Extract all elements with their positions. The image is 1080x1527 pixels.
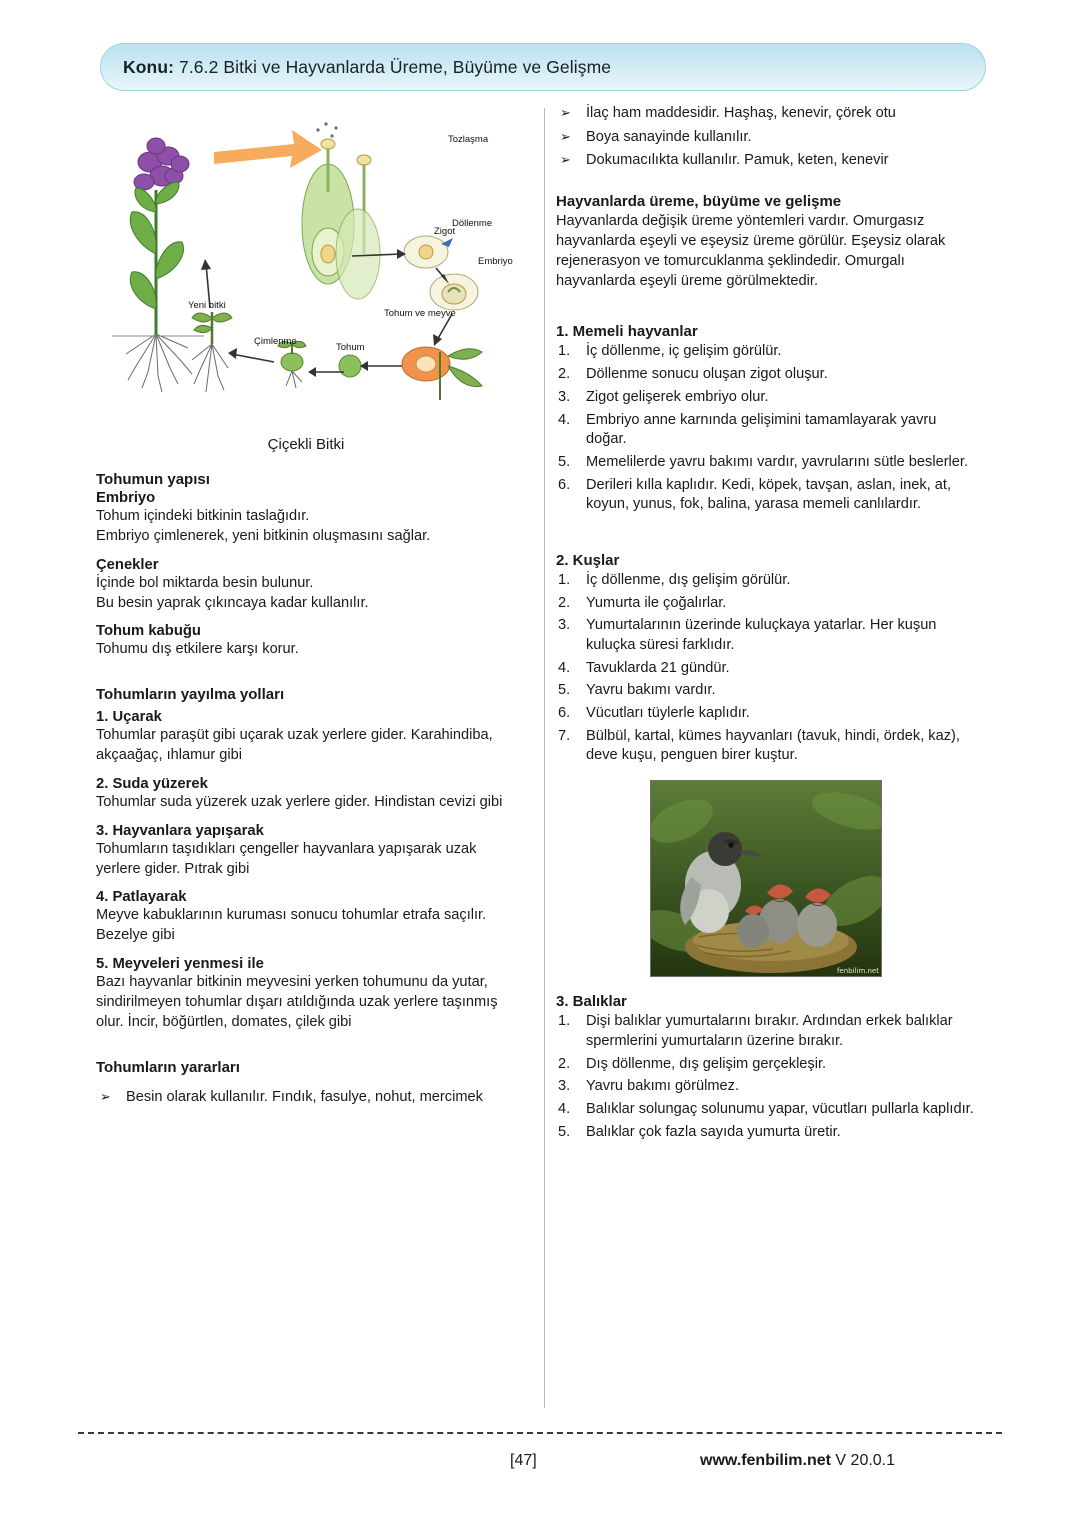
text-embriyo-1: Tohum içindeki bitkinin taslağıdır. — [96, 508, 310, 524]
list-item: Yavru bakımı görülmez. — [586, 1078, 740, 1095]
label-yeni-bitki: Yeni bitki — [188, 300, 226, 311]
fish-list — [556, 1012, 976, 1142]
topic-label: Konu: — [123, 56, 175, 77]
label-cimlenme: Çimlenme — [254, 336, 297, 347]
embryo-drawing — [430, 274, 478, 310]
list-item: Memelilerde yavru bakımı vardır, yavrularını sütle beslerler. — [586, 453, 969, 470]
plant-cycle-diagram — [96, 104, 516, 434]
page-title — [123, 57, 611, 78]
heading-mammals: 1. Memeli hayvanlar — [556, 323, 698, 341]
list-item: Yumurta ile çoğalırlar. — [586, 594, 727, 611]
orange-arrow — [214, 130, 322, 168]
text-hayvanlara-yapisarak: Tohumların taşıdıkları çengeller hayvanlara yapışarak uzak yerlere gider. Pıtrak gibi — [96, 840, 477, 877]
heading-seed-structure: Tohumun yapısı — [96, 471, 210, 488]
zygote-drawing — [404, 236, 453, 268]
label-tozlasma: Tozlaşma — [448, 134, 489, 145]
subheading-hayvanlara-yapisarak: 3. Hayvanlara yapışarak — [96, 822, 264, 839]
version-label: V 20.0.1 — [835, 1452, 896, 1469]
mammals-list — [556, 342, 976, 515]
topic-header — [100, 43, 986, 91]
bird-photo-illustration — [651, 781, 881, 976]
label-zigot: Zigot — [434, 226, 456, 237]
text-cenekler-2: Bu besin yaprak çıkıncaya kadar kullanılır. — [96, 594, 369, 611]
label-embriyo: Embriyo — [478, 256, 513, 267]
seed-drawing — [339, 355, 361, 377]
list-item: İç döllenme, iç gelişim görülür. — [586, 343, 782, 360]
fruit-seed-drawing — [402, 347, 482, 400]
benefits-list-left — [96, 1088, 516, 1108]
text-meyveleri-yenmesi: Bazı hayvanlar bitkinin meyvesini yerken tohumunu da yutar, sindirilmeyen tohumlar dışarı atıldığında uzak yerlere taşınmış olur. İncir, böğürtlen, domates, çilek gibi — [96, 974, 498, 1030]
subheading-ucarak: 1. Uçarak — [96, 709, 162, 726]
label-tohum-ve-meyve: Tohum ve meyve — [384, 308, 456, 319]
page-footer — [0, 1452, 1080, 1492]
heading-animals: Hayvanlarda üreme, büyüme ve gelişme — [556, 193, 842, 211]
list-item: Yumurtalarının üzerinde kuluçkaya yatarlar. Her kuşun kuluçka süresi farklıdır. — [586, 617, 937, 653]
right-column — [556, 104, 976, 1145]
text-ucarak: Tohumlar paraşüt gibi uçarak uzak yerlere gider. Karahindiba, akçaağaç, ıhlamur gibi — [96, 727, 493, 764]
topic-title: 7.6.2 Bitki ve Hayvanlarda Üreme, Büyüme ve Gelişme — [179, 56, 612, 77]
benefits-list-right — [556, 104, 976, 171]
list-item: Vücutları tüylerle kaplıdır. — [586, 705, 750, 722]
left-column — [96, 104, 516, 1111]
list-item: Derileri kılla kaplıdır. Kedi, köpek, tavşan, aslan, inek, at, koyun, yunus, fok, balina, yarasa memeli canlılardır. — [586, 476, 952, 513]
birds-list — [556, 571, 976, 766]
footer-site — [700, 1452, 895, 1470]
list-item: Döllenme sonucu oluşan zigot oluşur. — [586, 366, 828, 383]
list-item: Bülbül, kartal, kümes hayvanları (tavuk, hindi, ördek, kaz), deve kuşu, penguen birer kuştur. — [586, 727, 960, 764]
text-suda-yuzerek: Tohumlar suda yüzerek uzak yerlere gider. Hindistan cevizi gibi — [96, 793, 503, 810]
label-dollenme: Döllenme — [452, 218, 493, 229]
text-cenekler-1: İçinde bol miktarda besin bulunur. — [96, 574, 314, 591]
page-number: [47] — [510, 1452, 537, 1469]
bird-feeding-photo — [650, 780, 882, 977]
list-item: Yavru bakımı vardır. — [586, 682, 716, 699]
subheading-patlayarak: 4. Patlayarak — [96, 889, 187, 906]
list-item: Dişi balıklar yumurtalarını bırakır. Ardından erkek balıklar spermlerini yumurtaların üzerine bırakır. — [586, 1013, 953, 1049]
heading-fish: 3. Balıklar — [556, 993, 627, 1011]
list-item: Zigot gelişerek embriyo olur. — [586, 388, 769, 405]
text-patlayarak: Meyve kabuklarının kuruması sonucu tohumlar etrafa saçılır. Bezelye gibi — [96, 907, 487, 944]
figure-caption: Çiçekli Bitki — [267, 436, 345, 453]
plant-life-cycle-figure — [96, 104, 516, 434]
list-item: ➢ Boya sanayinde kullanılır. — [556, 128, 976, 148]
list-item: ➢ Dokumacılıkta kullanılır. Pamuk, keten, kenevir — [556, 151, 976, 171]
text-embriyo-2: Embriyo çimlenerek, yeni bitkinin oluşmasını sağlar. — [96, 527, 431, 544]
subheading-tohum-kabugu: Tohum kabuğu — [96, 623, 201, 640]
heading-benefits: Tohumların yararları — [96, 1058, 240, 1076]
photo-credit: fenbilim.net — [836, 967, 879, 976]
column-divider — [544, 108, 545, 1408]
subheading-meyveleri-yenmesi: 5. Meyveleri yenmesi ile — [96, 956, 264, 973]
text-tohum-kabugu-1: Tohumu dış etkilere karşı korur. — [96, 641, 299, 658]
list-item: Balıklar solungaç solunumu yapar, vücutları pullarla kaplıdır. — [586, 1100, 974, 1117]
site-url: www.fenbilim.net — [700, 1452, 831, 1469]
heading-birds: 2. Kuşlar — [556, 551, 620, 569]
label-tohum: Tohum — [336, 342, 365, 353]
list-item: ➢ İlaç ham maddesidir. Haşhaş, kenevir, çörek otu — [556, 104, 976, 124]
heading-dispersal: Tohumların yayılma yolları — [96, 686, 285, 704]
list-item: Embriyo anne karnında gelişimini tamamlayarak yavru doğar. — [586, 411, 937, 448]
new-plant-drawing — [192, 312, 232, 392]
content-columns — [96, 104, 996, 1414]
list-item: Balıklar çok fazla sayıda yumurta üretir. — [586, 1123, 841, 1140]
list-item: Dış döllenme, dış gelişim gerçekleşir. — [586, 1055, 827, 1072]
text-animals-intro: Hayvanlarda değişik üreme yöntemleri vardır. Omurgasız hayvanlarda eşeyli ve eşeysiz üreme görülür. Eşeysiz olarak rejenerasyon ve tomurcuklanma şeklindedir. Omurgalı hayvanlarda eşeyli üreme görülmektedir. — [556, 213, 946, 289]
list-item: ➢ Besin olarak kullanılır. Fındık, fasulye, nohut, mercimek — [96, 1088, 516, 1108]
list-item: Tavuklarda 21 gündür. — [586, 659, 730, 676]
footer-divider — [78, 1432, 1002, 1434]
subheading-embriyo: Embriyo — [96, 490, 156, 506]
flowering-plant-drawing — [112, 138, 204, 392]
subheading-suda-yuzerek: 2. Suda yüzerek — [96, 775, 208, 792]
germination-drawing — [278, 341, 306, 388]
subheading-cenekler: Çenekler — [96, 556, 159, 573]
list-item: İç döllenme, dış gelişim görülür. — [586, 571, 791, 588]
